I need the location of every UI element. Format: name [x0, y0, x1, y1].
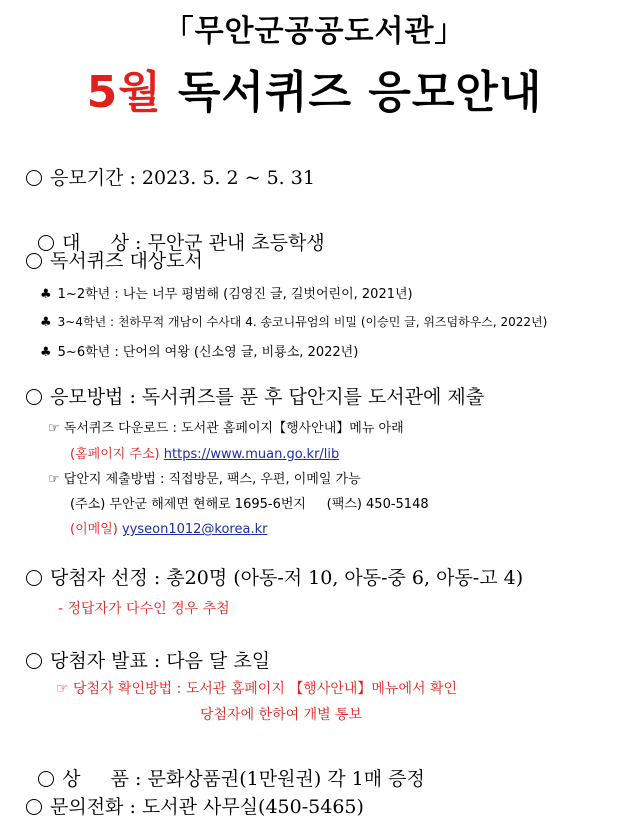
prize-text: 상 품 : 문화상품권(1만원권) 각 1매 증정: [62, 768, 425, 790]
email-link[interactable]: yyseon1012@korea.kr: [121, 522, 268, 537]
contact-row: [26, 792, 364, 819]
announce-line1: ☞ 당첨자 확인방법 : 도서관 홈페이지 【행사안내】메뉴에서 확인: [56, 681, 457, 697]
announce-line2: 당첨자에 한하여 개별 통보: [200, 707, 363, 723]
selection-note: - 정답자가 다수인 경우 추첨: [58, 601, 230, 617]
title-main: 독서퀴즈 응모안내: [161, 67, 543, 118]
contact-text: 문의전화 : 도서관 사무실(450-5465): [50, 796, 364, 818]
method-row: [26, 382, 484, 409]
books-heading: 독서퀴즈 대상도서: [50, 250, 203, 272]
method-submit: ☞ 답안지 제출방법 : 직접방문, 팩스, 우편, 이메일 가능: [48, 472, 361, 487]
period-row: [26, 163, 315, 190]
homepage-link[interactable]: https://www.muan.go.kr/lib: [163, 447, 340, 462]
circle-bullet-icon: [26, 389, 42, 405]
circle-bullet-icon: [26, 170, 42, 186]
circle-bullet-icon: [26, 253, 42, 269]
period-text: 응모기간 : 2023. 5. 2 ~ 5. 31: [50, 167, 315, 189]
method-email: (이메일) yyseon1012@korea.kr: [70, 522, 268, 537]
announce-heading: 당첨자 발표 : 다음 달 초일: [50, 650, 271, 672]
announce-row: [26, 646, 270, 673]
book-item-1: ♣ 1~2학년 : 나는 너무 평범해 (김영진 글, 길벗어린이, 2021년): [40, 287, 413, 302]
club-icon: ♣: [40, 287, 52, 302]
book-item-2: ♣ 3~4학년 : 천하무적 개남이 수사대 4. 송코니뮤엄의 비밀 (이승민 글, 위즈덤하우스, 2022년): [40, 315, 548, 330]
title-library-name: 「무안군공공도서관」: [163, 14, 466, 49]
circle-bullet-icon: [26, 799, 42, 815]
circle-bullet-icon: [38, 771, 54, 787]
books-row: [26, 246, 203, 273]
method-heading: 응모방법 : 독서퀴즈를 푼 후 답안지를 도서관에 제출: [50, 386, 485, 408]
method-homepage: (홈페이지 주소) https://www.muan.go.kr/lib: [70, 447, 340, 462]
circle-bullet-icon: [26, 570, 42, 586]
target-text: 대 상 : 무안군 관내 초등학생: [62, 232, 325, 254]
club-icon: ♣: [40, 315, 52, 330]
page-title: [0, 56, 629, 120]
title-month: 5월: [86, 67, 162, 118]
book-item-3: ♣ 5~6학년 : 단어의 여왕 (신소영 글, 비룡소, 2022년): [40, 345, 359, 360]
method-address: (주소) 무안군 해제면 현해로 1695-6번지 (팩스) 450-5148: [70, 497, 429, 512]
method-download: ☞ 독서퀴즈 다운로드 : 도서관 홈페이지【행사안내】메뉴 아래: [48, 421, 404, 436]
selection-row: [26, 563, 523, 590]
prize-row: [26, 742, 425, 791]
club-icon: ♣: [40, 345, 52, 360]
circle-bullet-icon: [26, 653, 42, 669]
selection-heading: 당첨자 선정 : 총20명 (아동-저 10, 아동-중 6, 아동-고 4): [50, 567, 524, 589]
